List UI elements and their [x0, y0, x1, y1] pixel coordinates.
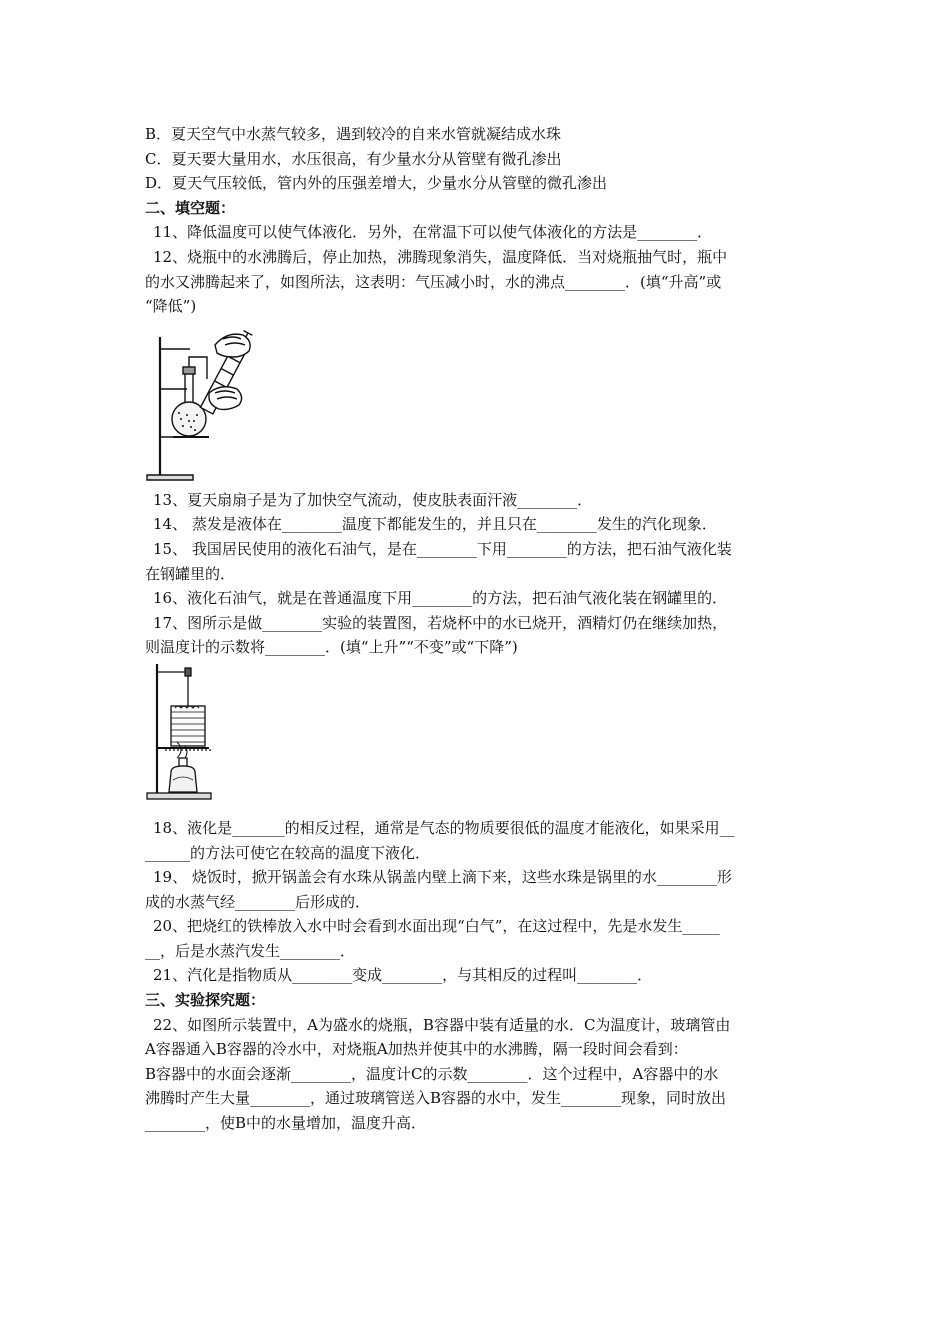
question-17-line-2: 则温度计的示数将________．(填“上升”“不变”或“下降”)	[145, 638, 518, 657]
option-d: D．夏天气压较低，管内外的压强差增大，少量水分从管壁的微孔渗出	[145, 174, 608, 193]
question-21: 21、汽化是指物质从________变成________，与其相反的过程叫________．	[153, 966, 653, 985]
question-12-line-3: “降低”)	[145, 297, 197, 316]
section-heading-experiment: 三、实验探究题：	[145, 991, 266, 1010]
question-22-line-4: 沸腾时产生大量________，通过玻璃管送入B容器的水中，发生________现象，同时放出	[145, 1089, 727, 1108]
question-22-line-5: ________，使B中的水量增加，温度升高．	[145, 1114, 427, 1133]
boiling-experiment-apparatus-figure	[145, 662, 220, 802]
question-17-line-1: 17、图所示是做________实验的装置图，若烧杯中的水已烧开，酒精灯仍在继续加热，	[153, 613, 728, 632]
question-14: 14、 蒸发是液体在________温度下都能发生的，并且只在________发生的汽化现象．	[153, 515, 717, 534]
question-15-line-2: 在钢罐里的．	[145, 564, 236, 583]
question-12-line-2: 的水又沸腾起来了，如图所法，这表明：气压减小时，水的沸点________．(填“升高”或	[145, 272, 722, 291]
question-12-line-1: 12、烧瓶中的水沸腾后，停止加热，沸腾现象消失，温度降低．当对烧瓶抽气时，瓶中	[153, 247, 728, 266]
question-22-line-1: 22、如图所示装置中，A为盛水的烧瓶，B容器中装有适量的水．C为温度计，玻璃管由	[153, 1015, 731, 1034]
question-22-line-2: A容器通入B容器的冷水中，对烧瓶A加热并使其中的水沸腾，隔一段时间会看到：	[145, 1040, 688, 1059]
question-15-line-1: 15、 我国居民使用的液化石油气，是在________下用________的方法，把石油气液化装	[153, 539, 732, 558]
worksheet-page	[145, 122, 810, 1136]
question-16: 16、液化石油气，就是在普通温度下用________的方法，把石油气液化装在钢罐里的．	[153, 589, 728, 608]
question-13: 13、夏天扇扇子是为了加快空气流动，使皮肤表面汗液________．	[153, 490, 593, 509]
question-18-line-1: 18、液化是_______的相反过程，通常是气态的物质要很低的温度才能液化，如果采用__	[153, 818, 735, 837]
question-11: 11、降低温度可以使气体液化．另外，在常温下可以使气体液化的方法是________．	[153, 223, 713, 242]
question-20-line-2: __，后是水蒸汽发生________．	[145, 941, 356, 960]
option-b: B．夏天空气中水蒸气较多，遇到较冷的自来水管就凝结成水珠	[145, 125, 562, 143]
flask-vacuum-apparatus-figure	[145, 327, 265, 482]
question-19-line-1: 19、 烧饭时，掀开锅盖会有水珠从锅盖内壁上滴下来，这些水珠是锅里的水________形	[153, 868, 732, 887]
question-22-line-3: B容器中的水面会逐渐________，温度计C的示数________．这个过程中，A容器中的水	[145, 1064, 719, 1083]
question-19-line-2: 成的水蒸气经________后形成的．	[145, 892, 371, 911]
section-heading-fill-in: 二、填空题：	[145, 198, 236, 217]
option-c: C．夏天要大量用水，水压很高，有少量水分从管壁有微孔渗出	[145, 149, 562, 168]
question-18-line-2: ______的方法可使它在较高的温度下液化．	[145, 843, 431, 862]
question-20-line-1: 20、把烧红的铁棒放入水中时会看到水面出现“白气”，在这过程中，先是水发生_____	[153, 917, 720, 936]
